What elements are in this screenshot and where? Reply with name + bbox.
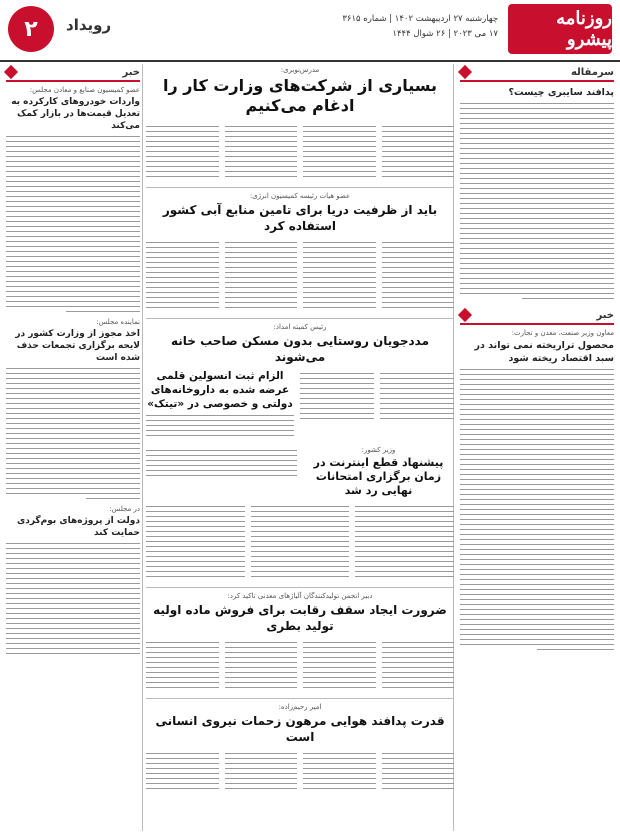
news-kicker: معاون وزیر صنعت، معدن و تجارت: xyxy=(511,329,614,337)
story5-kicker: وزیر کشور: xyxy=(361,446,396,454)
story5-area xyxy=(146,444,454,498)
section-title: رویداد xyxy=(66,16,112,34)
news-header-label: خبر xyxy=(596,309,614,321)
lead-kicker: مدرس‌نوبری: xyxy=(280,66,320,74)
left-story3-body xyxy=(6,543,140,654)
story7-title: قدرت پدافند هوایی مرهون زحمات نیروی انسانی است xyxy=(155,714,445,744)
left-story2-body xyxy=(6,368,140,499)
column-divider xyxy=(142,64,143,831)
story2-kicker: عضو هیات رئیسه کمیسیون انرژی: xyxy=(249,192,351,200)
story3-area xyxy=(146,367,454,442)
story7-kicker: امیر رحیم‌زاده: xyxy=(278,703,322,711)
news-title: محصول تراریخته نمی تواند در سبد اقتصاد ریخته شود xyxy=(474,340,614,364)
left-story3-kicker: در مجلس: xyxy=(109,505,140,513)
editorial-body xyxy=(460,103,614,299)
story3-title: مددجویان روستایی بدون مسکن صاحب خانه می‌شوند xyxy=(171,334,429,364)
dateline xyxy=(342,12,498,42)
date-line-gregorian: ۱۷ می ۲۰۲۳ | ۲۶ شوال ۱۴۴۴ xyxy=(392,29,498,39)
diamond-icon xyxy=(458,308,472,322)
left-story1-title: واردات خودروهای کارکرده به تعدیل قیمت‌ها در بازار کمک می‌کند xyxy=(11,97,140,131)
page-number-badge: ۲ xyxy=(8,6,54,52)
diamond-icon xyxy=(458,65,472,79)
news-body xyxy=(460,369,614,650)
diamond-icon xyxy=(4,65,18,79)
news-header xyxy=(460,307,614,325)
date-line-persian: چهارشنبه ۲۷ اردیبهشت ۱۴۰۲ | شماره ۳۶۱۵ xyxy=(342,14,498,24)
story4-title: الزام ثبت انسولین قلمی عرضه شده به داروخانه‌های دولتی و خصوصی در «تیتک» xyxy=(147,370,293,410)
divider xyxy=(146,587,454,588)
left-column xyxy=(6,64,140,831)
left-story1-body xyxy=(6,136,140,312)
newspaper-logo: روزنامه پیشرو xyxy=(508,4,612,54)
masthead xyxy=(0,0,620,62)
lead-title: بسیاری از شرکت‌های وزارت کار را ادغام می‌کنیم xyxy=(162,76,438,115)
left-news-header xyxy=(6,64,140,82)
story7-body xyxy=(146,747,454,795)
divider xyxy=(146,318,454,319)
editorial-title: پدافند سایبری چیست؟ xyxy=(508,87,614,98)
story5-body xyxy=(146,500,454,583)
story6-kicker: دبیر انجمن تولیدکنندگان آلیاژهای معدنی تاکید کرد: xyxy=(227,592,373,600)
story2-body xyxy=(146,236,454,314)
left-story3-title: دولت از پروژه‌های بوم‌گردی حمایت کند xyxy=(16,516,140,538)
left-story2-kicker: نماینده مجلس: xyxy=(96,318,140,326)
story2-title: باید از ظرفیت دریا برای تامین منابع آبی کشور استفاده کرد xyxy=(162,203,438,233)
editorial-header xyxy=(460,64,614,82)
lead-body xyxy=(146,120,454,183)
divider xyxy=(146,698,454,699)
masthead-right xyxy=(262,4,612,56)
right-column xyxy=(460,64,614,831)
story4-box xyxy=(146,369,294,440)
story5-title: پیشنهاد قطع اینترنت در زمان برگزاری امتحانات نهایی رد شد xyxy=(313,456,444,497)
middle-column xyxy=(146,64,454,831)
story3-kicker: رئیس کمیته امداد: xyxy=(273,323,327,331)
left-story2-title: اخذ مجوز از وزارت کشور در لایحه برگزاری تجمعات حذف شده است xyxy=(15,329,140,363)
left-news-header-label: خبر xyxy=(122,66,140,78)
editorial-header-label: سرمقاله xyxy=(570,66,614,78)
divider xyxy=(146,187,454,188)
story6-body xyxy=(146,636,454,694)
masthead-left xyxy=(8,6,248,52)
left-story1-kicker: عضو کمیسیون صنایع و معادن مجلس: xyxy=(29,86,140,94)
story6-title: ضرورت ایجاد سقف رقابت برای فروش ماده اولیه تولید بطری xyxy=(153,603,447,633)
